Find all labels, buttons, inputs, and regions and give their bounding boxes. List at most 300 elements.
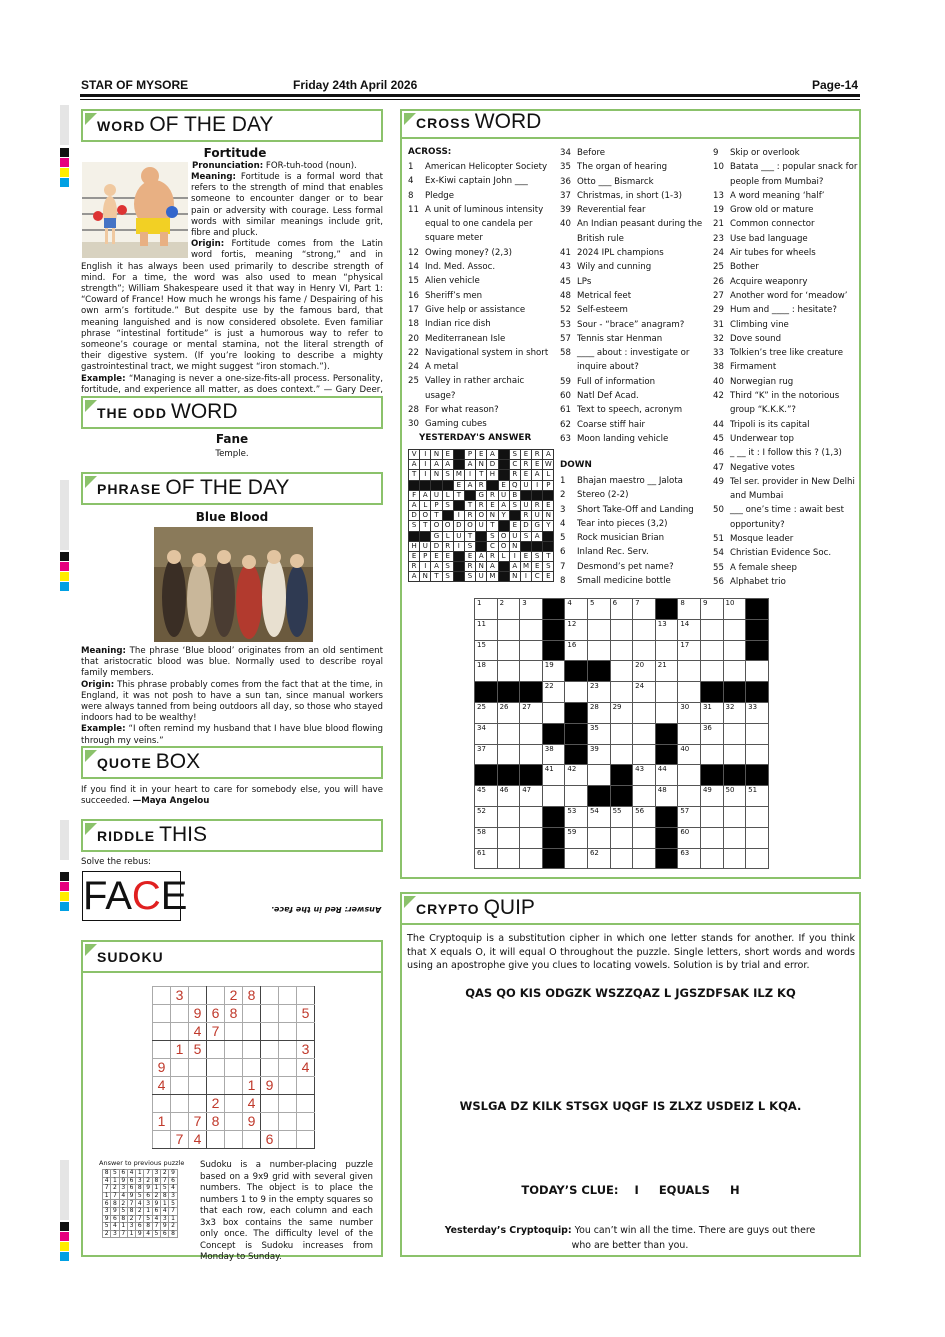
answer-cell: I [420, 562, 431, 572]
crossword-cell[interactable] [723, 827, 746, 848]
sudoku-cell[interactable] [207, 1059, 225, 1077]
crossword-cell[interactable] [565, 848, 588, 869]
crossword-cell[interactable]: 35 [587, 723, 610, 744]
crossword-cell[interactable] [746, 806, 769, 827]
crossword-cell[interactable] [633, 848, 656, 869]
crossword-cell[interactable]: 50 [723, 786, 746, 807]
crossword-cell[interactable] [633, 619, 656, 640]
answer-cell: 7 [169, 1207, 177, 1215]
sudoku-cell[interactable] [225, 1059, 243, 1077]
answer-cell: R [476, 480, 487, 490]
crossword-cell[interactable]: 36 [700, 723, 723, 744]
crossword-cell[interactable]: 1 [475, 599, 498, 620]
crossword-cell[interactable]: 26 [497, 702, 520, 723]
crossword-cell[interactable] [542, 640, 565, 661]
crossword-cell[interactable]: 29 [610, 702, 633, 723]
crossword-cell[interactable]: 18 [475, 661, 498, 682]
answer-cell: O [476, 511, 487, 521]
crossword-cell[interactable]: 63 [678, 848, 701, 869]
sudoku-cell[interactable] [243, 1059, 261, 1077]
crossword-cell[interactable]: 30 [678, 702, 701, 723]
crossword-cell[interactable] [565, 702, 588, 723]
answer-cell [442, 480, 453, 490]
crossword-cell[interactable] [655, 806, 678, 827]
crossword-cell[interactable]: 49 [700, 786, 723, 807]
sudoku-cell[interactable] [189, 1077, 207, 1095]
sudoku-cell[interactable] [153, 1041, 171, 1059]
sudoku-cell[interactable] [207, 987, 225, 1005]
crossword-cell[interactable] [610, 765, 633, 786]
crossword-cell[interactable]: 60 [678, 827, 701, 848]
crossword-cell[interactable]: 42 [565, 765, 588, 786]
sudoku-cell[interactable] [297, 1131, 315, 1149]
crossword-cell[interactable] [723, 640, 746, 661]
crossword-cell[interactable]: 3 [520, 599, 543, 620]
crossword-cell[interactable]: 44 [655, 765, 678, 786]
clue-number: 15 [408, 276, 419, 287]
crossword-cell[interactable] [700, 765, 723, 786]
crossword-cell[interactable] [610, 744, 633, 765]
sudoku-cell[interactable] [297, 1113, 315, 1131]
crossword-cell[interactable]: 61 [475, 848, 498, 869]
crossword-cell[interactable]: 22 [542, 682, 565, 703]
cryptoquip-line-2: WSLGA DZ KILK STSGX UQGF IS ZLXZ USDEIZ L KQA. [459, 1099, 802, 1113]
crossword-cell[interactable] [497, 827, 520, 848]
clue-number: 57 [560, 333, 571, 344]
sudoku-cell[interactable] [225, 1131, 243, 1149]
crossword-cell[interactable] [633, 640, 656, 661]
crossword-cell[interactable] [700, 806, 723, 827]
answer-cell: 9 [136, 1230, 144, 1238]
sudoku-cell[interactable] [171, 1059, 189, 1077]
crossword-cell[interactable]: 52 [475, 806, 498, 827]
crossword-cell[interactable] [723, 682, 746, 703]
sudoku-cell[interactable] [279, 1005, 297, 1023]
sudoku-cell[interactable] [279, 1077, 297, 1095]
crossword-cell[interactable] [542, 599, 565, 620]
crossword-cell[interactable] [655, 702, 678, 723]
crossword-cell[interactable] [678, 682, 701, 703]
crossword-cell[interactable]: 15 [475, 640, 498, 661]
crossword-cell[interactable] [678, 661, 701, 682]
clue-number: 46 [713, 448, 724, 459]
crossword-cell[interactable]: 32 [723, 702, 746, 723]
crossword-cell[interactable]: 48 [655, 786, 678, 807]
crossword-cell[interactable]: 9 [700, 599, 723, 620]
crossword-cell[interactable] [610, 640, 633, 661]
crossword-cell[interactable] [723, 806, 746, 827]
crossword-cell[interactable]: 56 [633, 806, 656, 827]
sudoku-cell: 7 [207, 1023, 225, 1041]
answer-cell: 6 [127, 1185, 135, 1193]
crossword-cell[interactable]: 7 [633, 599, 656, 620]
crossword-cell[interactable] [678, 723, 701, 744]
crossword-cell[interactable]: 45 [475, 786, 498, 807]
answer-cell: 3 [169, 1192, 177, 1200]
crossword-cell[interactable] [565, 661, 588, 682]
clue [560, 545, 708, 559]
crossword-cell[interactable] [520, 848, 543, 869]
crossword-cell[interactable] [700, 848, 723, 869]
sudoku-cell[interactable] [207, 1131, 225, 1149]
crossword-cell[interactable] [542, 723, 565, 744]
crossword-cell[interactable] [700, 827, 723, 848]
crossword-cell[interactable] [542, 848, 565, 869]
answer-cell: O [442, 521, 453, 531]
heading-bold: QUOTE [97, 755, 152, 771]
crossword-cell[interactable]: 17 [678, 640, 701, 661]
sudoku-cell[interactable] [261, 1095, 279, 1113]
crossword-cell[interactable] [700, 661, 723, 682]
crossword-cell[interactable] [587, 619, 610, 640]
answer-cell [453, 551, 464, 561]
crossword-cell[interactable] [520, 744, 543, 765]
crossword-cell[interactable]: 19 [542, 661, 565, 682]
clue-text: Air tubes for wheels [730, 248, 816, 259]
crossword-cell[interactable] [587, 640, 610, 661]
answer-cell: M [520, 562, 531, 572]
sudoku-cell[interactable] [207, 1041, 225, 1059]
crossword-cell[interactable] [497, 848, 520, 869]
sudoku-cell[interactable] [297, 1077, 315, 1095]
crossword-cell[interactable]: 47 [520, 786, 543, 807]
crossword-cell[interactable] [497, 723, 520, 744]
answer-cell: T [487, 521, 498, 531]
sudoku-cell[interactable] [153, 1131, 171, 1149]
crossword-cell[interactable] [542, 786, 565, 807]
answer-cell: I [420, 460, 431, 470]
crossword-cell[interactable] [746, 765, 769, 786]
crossword-cell[interactable] [633, 786, 656, 807]
crossword-cell[interactable] [633, 744, 656, 765]
crossword-cell[interactable]: 5 [587, 599, 610, 620]
crossword-cell[interactable] [497, 806, 520, 827]
crossword-cell[interactable]: 2 [497, 599, 520, 620]
sudoku-cell[interactable] [153, 1005, 171, 1023]
answer-cell: 1 [161, 1200, 169, 1208]
crossword-cell[interactable]: 16 [565, 640, 588, 661]
crossword-cell[interactable] [610, 619, 633, 640]
sudoku-cell[interactable] [297, 1095, 315, 1113]
answer-cell: G [532, 521, 543, 531]
crossword-cell[interactable] [700, 640, 723, 661]
sudoku-cell[interactable] [261, 1059, 279, 1077]
crossword-cell[interactable] [610, 786, 633, 807]
sudoku-cell[interactable] [279, 1095, 297, 1113]
crossword-cell[interactable]: 14 [678, 619, 701, 640]
crossword-cell[interactable] [700, 682, 723, 703]
sudoku-cell: 9 [189, 1005, 207, 1023]
sudoku-cell[interactable] [225, 1041, 243, 1059]
crossword-cell[interactable]: 40 [678, 744, 701, 765]
answer-cell: I [509, 551, 520, 561]
crossword-cell[interactable] [655, 682, 678, 703]
sudoku-cell[interactable] [225, 1095, 243, 1113]
answer-cell: U [520, 480, 531, 490]
crossword-cell[interactable]: 28 [587, 702, 610, 723]
crossword-cell[interactable] [587, 786, 610, 807]
sudoku-cell[interactable] [243, 1005, 261, 1023]
crossword-cell[interactable] [655, 827, 678, 848]
crossword-cell[interactable] [746, 619, 769, 640]
crossword-cell[interactable]: 53 [565, 806, 588, 827]
crossword-cell[interactable] [587, 661, 610, 682]
sudoku-cell[interactable] [297, 987, 315, 1005]
crossword-cell[interactable] [520, 619, 543, 640]
crossword-cell[interactable] [520, 682, 543, 703]
crossword-cell[interactable] [700, 744, 723, 765]
crossword-cell[interactable] [746, 744, 769, 765]
clue-text: Natl Def Acad. [577, 391, 639, 402]
crossword-cell[interactable]: 51 [746, 786, 769, 807]
clue-text: LPs [577, 276, 592, 287]
sudoku-cell[interactable] [279, 1023, 297, 1041]
crossword-cell[interactable] [746, 827, 769, 848]
clue-text: A word meaning ‘half’ [730, 190, 825, 201]
clue [713, 146, 858, 160]
sudoku-cell[interactable] [297, 1023, 315, 1041]
crossword-cell[interactable] [655, 848, 678, 869]
answer-cell: 7 [144, 1170, 152, 1178]
crossword-cell[interactable] [497, 661, 520, 682]
quote-heading [81, 746, 383, 779]
sudoku-cell[interactable] [261, 1113, 279, 1131]
crossword-cell[interactable]: 34 [475, 723, 498, 744]
crossword-cell[interactable]: 10 [723, 599, 746, 620]
crossword-cell[interactable] [520, 661, 543, 682]
phrase-body [81, 646, 383, 747]
answer-cell: D [431, 541, 442, 551]
answer-cell: E [543, 572, 554, 582]
crossword-cell[interactable] [610, 723, 633, 744]
sudoku-cell[interactable] [279, 1113, 297, 1131]
answer-cell [420, 480, 431, 490]
cryptoquip-heading [400, 892, 861, 925]
crossword-cell[interactable] [655, 599, 678, 620]
answer-cell: U [520, 500, 531, 510]
sudoku-cell: 9 [261, 1077, 279, 1095]
crossword-cell[interactable]: 62 [587, 848, 610, 869]
crossword-cell[interactable] [678, 765, 701, 786]
answer-cell: E [532, 562, 543, 572]
crossword-cell[interactable] [723, 619, 746, 640]
crossword-cell[interactable]: 11 [475, 619, 498, 640]
sudoku-cell: 1 [153, 1113, 171, 1131]
sudoku-cell[interactable] [225, 1113, 243, 1131]
clue-number: 45 [560, 276, 571, 287]
crossword-cell[interactable]: 24 [633, 682, 656, 703]
crossword-cell[interactable]: 37 [475, 744, 498, 765]
crossword-cell[interactable] [655, 744, 678, 765]
crossword-cell[interactable]: 55 [610, 806, 633, 827]
crossword-cell[interactable]: 31 [700, 702, 723, 723]
sudoku-cell[interactable] [243, 1041, 261, 1059]
crossword-cell[interactable]: 21 [655, 661, 678, 682]
sudoku-cell[interactable] [207, 1077, 225, 1095]
answer-cell: L [442, 490, 453, 500]
crossword-cell[interactable]: 12 [565, 619, 588, 640]
crossword-cell[interactable] [723, 723, 746, 744]
crossword-cell[interactable] [633, 702, 656, 723]
sudoku-cell[interactable] [225, 1077, 243, 1095]
crossword-cell[interactable] [542, 702, 565, 723]
sudoku-cell[interactable] [243, 1023, 261, 1041]
crossword-cell[interactable]: 4 [565, 599, 588, 620]
crossword-cell[interactable]: 20 [633, 661, 656, 682]
crossword-cell[interactable] [610, 682, 633, 703]
sudoku-cell[interactable] [261, 1005, 279, 1023]
clue [408, 360, 556, 374]
crossword-cell[interactable] [475, 682, 498, 703]
answer-cell [453, 500, 464, 510]
heading-bold: WORD [97, 118, 146, 134]
crossword-cell[interactable]: 59 [565, 827, 588, 848]
crossword-cell[interactable] [542, 619, 565, 640]
sudoku-cell[interactable] [261, 1023, 279, 1041]
sudoku-cell[interactable] [261, 1041, 279, 1059]
crossword-cell[interactable]: 33 [746, 702, 769, 723]
crossword-cell[interactable] [475, 765, 498, 786]
crossword-cell[interactable] [655, 640, 678, 661]
crossword-cell[interactable]: 46 [497, 786, 520, 807]
crossword-cell[interactable]: 41 [542, 765, 565, 786]
crossword-cell[interactable] [520, 806, 543, 827]
answer-cell: E [520, 470, 531, 480]
reg-mark-yellow [60, 168, 69, 177]
odd-word: Fane [215, 432, 249, 446]
crossword-cell[interactable] [746, 640, 769, 661]
answer-cell: A [543, 450, 554, 460]
crossword-cell[interactable] [542, 806, 565, 827]
crossword-cell[interactable]: 6 [610, 599, 633, 620]
sudoku-cell[interactable] [171, 1005, 189, 1023]
sudoku-cell[interactable] [189, 987, 207, 1005]
crossword-cell[interactable]: 25 [475, 702, 498, 723]
crossword-cell[interactable]: 58 [475, 827, 498, 848]
reg-mark-magenta [60, 1232, 69, 1241]
crossword-cell[interactable] [497, 682, 520, 703]
answer-cell: 2 [119, 1200, 127, 1208]
rebus-box [82, 871, 188, 921]
answer-cell: T [476, 470, 487, 480]
sudoku-cell[interactable] [189, 1095, 207, 1113]
sudoku-cell[interactable] [153, 1023, 171, 1041]
sudoku-cell[interactable] [243, 1131, 261, 1149]
crossword-cell[interactable] [587, 765, 610, 786]
answer-cell: E [520, 450, 531, 460]
crossword-cell[interactable] [746, 848, 769, 869]
crossword-cell[interactable] [565, 744, 588, 765]
crossword-cell[interactable] [497, 619, 520, 640]
crossword-cell[interactable] [520, 765, 543, 786]
crossword-cell[interactable] [723, 848, 746, 869]
crossword-cell[interactable] [497, 640, 520, 661]
clue [408, 374, 556, 403]
clue [560, 189, 708, 203]
answer-cell: R [509, 470, 520, 480]
crossword-cell[interactable] [746, 599, 769, 620]
sudoku-cell[interactable] [261, 987, 279, 1005]
crossword-cell[interactable] [610, 661, 633, 682]
crossword-cell[interactable]: 27 [520, 702, 543, 723]
crossword-cell[interactable] [633, 827, 656, 848]
sudoku-cell[interactable] [279, 1041, 297, 1059]
clue [408, 289, 556, 303]
crossword-cell[interactable] [587, 827, 610, 848]
crossword-cell[interactable] [655, 723, 678, 744]
answer-cell: 4 [127, 1170, 135, 1178]
crossword-cell[interactable] [520, 723, 543, 744]
sudoku-cell[interactable] [171, 1095, 189, 1113]
crossword-cell[interactable] [746, 723, 769, 744]
crossword-cell[interactable] [723, 744, 746, 765]
sudoku-cell[interactable] [279, 987, 297, 1005]
crossword-cell[interactable] [610, 848, 633, 869]
answer-cell: T [464, 500, 475, 510]
sudoku-cell[interactable] [279, 1131, 297, 1149]
crossword-cell[interactable] [520, 640, 543, 661]
crossword-cell[interactable]: 43 [633, 765, 656, 786]
answer-cell: I [453, 511, 464, 521]
crossword-cell[interactable] [746, 661, 769, 682]
crossword-cell[interactable] [520, 827, 543, 848]
answer-cell [498, 562, 509, 572]
crossword-cell[interactable]: 23 [587, 682, 610, 703]
crossword-cell[interactable]: 13 [655, 619, 678, 640]
crossword-cell[interactable] [610, 827, 633, 848]
corner-triangle-icon [85, 476, 97, 488]
answer-cell [453, 450, 464, 460]
crossword-cell[interactable] [542, 827, 565, 848]
answer-cell [532, 541, 543, 551]
crossword-cell[interactable]: 39 [587, 744, 610, 765]
crossword-cell[interactable] [678, 786, 701, 807]
crossword-cell[interactable] [497, 744, 520, 765]
sudoku-cell[interactable] [171, 1113, 189, 1131]
sudoku-cell[interactable] [225, 1023, 243, 1041]
sudoku-cell[interactable] [153, 1095, 171, 1113]
cryptoquip-description: The Cryptoquip is a substitution cipher in which one letter stands for another. If you think that X equals O, it will equal O throughout the puzzle. Single letters, short words and words using an apostrophe give you clues to locating vowels. Solution is by trial and error. [407, 933, 855, 971]
crossword-cell[interactable]: 8 [678, 599, 701, 620]
sudoku-cell: 9 [153, 1059, 171, 1077]
clue [713, 375, 858, 389]
crossword-cell[interactable] [565, 682, 588, 703]
sudoku-cell[interactable] [171, 1077, 189, 1095]
answer-cell: T [543, 551, 554, 561]
answer-cell: Q [509, 480, 520, 490]
sudoku-cell[interactable] [279, 1059, 297, 1077]
answer-cell: O [498, 531, 509, 541]
sudoku-cell[interactable] [153, 987, 171, 1005]
crossword-cell[interactable] [565, 723, 588, 744]
crossword-cell[interactable]: 38 [542, 744, 565, 765]
crossword-cell[interactable]: 54 [587, 806, 610, 827]
royal-court-painting [154, 527, 313, 642]
crossword-cell[interactable] [497, 765, 520, 786]
clue-number: 13 [713, 190, 724, 201]
crossword-cell[interactable] [633, 723, 656, 744]
crossword-cell[interactable] [746, 682, 769, 703]
answer-cell [543, 490, 554, 500]
clue-text: Reverential fear [577, 205, 646, 216]
crossword-cell[interactable] [565, 786, 588, 807]
crossword-cell[interactable]: 57 [678, 806, 701, 827]
crossword-cell[interactable] [723, 765, 746, 786]
sudoku-cell[interactable] [189, 1059, 207, 1077]
crossword-cell[interactable] [700, 619, 723, 640]
sudoku-cell[interactable] [171, 1023, 189, 1041]
crossword-cell[interactable] [723, 661, 746, 682]
